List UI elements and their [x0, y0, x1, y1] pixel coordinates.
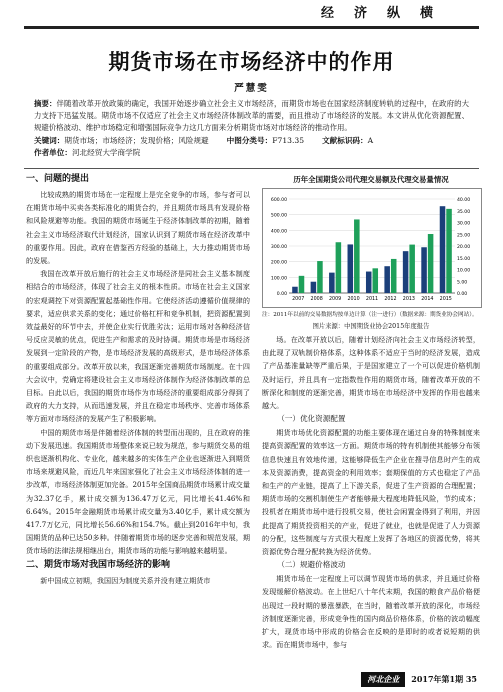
bar-trade-volume	[336, 242, 342, 293]
x-tick-label: 2012	[384, 297, 397, 302]
right-axis-tick-label: 30.00	[457, 221, 471, 227]
meta-separator	[24, 168, 479, 169]
clc-label: 中图分类号：	[226, 135, 273, 145]
section-heading-1: 一、问题的提出	[26, 174, 90, 184]
paragraph: 期货市场在一定程度上可以调节现货市场的供求，并且通过价格发现缓解价格波动。在上世纪八十年代末期，我国的粮食产品价格便出现过一段时期的暴涨暴跌，在当时，随着改革开放的深化，市场经济制度逐渐完善，形成竞争性的国内商品价格体系，价格的波动幅度扩大，现货市场中形成的价格会在反映的是即时的或者说短期的供求。而在期货市场中，参与	[262, 574, 480, 650]
chart-heading: 历年全国期货公司代理交易额及代理交易量情况	[293, 175, 449, 184]
x-tick-label: 2007	[292, 297, 305, 302]
bar-trade-volume	[391, 259, 397, 293]
bar-trade-volume	[446, 209, 452, 293]
bar-trade-volume	[299, 276, 305, 293]
left-axis-tick-label: 300.00	[270, 245, 287, 250]
x-tick-label: 2009	[329, 297, 342, 302]
left-axis-tick-label: 0.00	[276, 292, 287, 297]
x-tick-label: 2013	[402, 297, 415, 302]
left-axis-tick-label: 200.00	[270, 260, 287, 266]
x-tick-label: 2015	[439, 297, 452, 302]
author-unit-text: 河北经贸大学商学院	[71, 147, 141, 157]
issue-page: 2017年第1期 35	[411, 674, 477, 684]
keywords	[34, 135, 209, 147]
abstract-label: 摘要：	[34, 99, 57, 108]
bar-trade-volume	[428, 234, 434, 293]
paragraph: 新中国成立初期，我国因为制度关系并没有建立期货市	[40, 575, 211, 585]
keywords-row	[34, 135, 469, 147]
left-axis-tick-label: 100.00	[270, 276, 287, 282]
doc-code-label: 文献标识码：	[322, 135, 368, 145]
running-header	[0, 0, 503, 26]
abstract-text: 伴随着改革开放政策的确定，我国开始逐步确立社会主义市场经济，而期货市场也在国家经济制度转轨的过程中，在政府的大力支持下迅猛发展。期货市场不仅适应了社会主义市场经济体制改革的需要，而且推动了市场经济的发展。本文讲从优化资源配置、规避价格波动、维护市场稳定和增强国际竞争力这几方面来分析期货市场对市场经济的推动作用。	[34, 99, 469, 133]
right-column	[262, 172, 480, 651]
x-tick-label: 2014	[421, 297, 434, 302]
right-axis-tick-label: 35.00	[457, 209, 471, 215]
bar-trade-value	[348, 244, 354, 293]
doc-code-value: A	[367, 135, 374, 145]
section-name: 经济纵横	[320, 6, 453, 21]
paragraph: 我国在改革开放后施行的社会主义市场经济是同社会主义基本制度相结合的市场经济，体现了社会主义的根本性质。市场在社会主义国家的宏观调控下对资源配置起基础性作用。它使经济活动遵循价值规律的要求，适应供求关系的变化；通过价格杠杆和竞争机制，把资源配置到效益最好的环节中去，并使企业实行优胜劣汰；运用市场对各种经济信号反应灵敏的优点，促进生产和需求的及时协调。期货市场是市场经济发展到一定阶段的产物，是市场经济发展的高级形式，是市场经济体系的重要组成部分。改革开放以来，我国逐渐完善期货市场制度。在十四大会议中，党确定将建设社会主义市场经济体制作为经济体制改革的总目标。自此以后，我国的期货市场作为市场经济的重要组成部分得到了政府的大力支持，从而迅速发展，并且在稳定市场秩序、完善市场体系等方面对市场经济的发展产生了积极影响。	[26, 269, 250, 424]
chart-frame	[262, 188, 482, 308]
paragraph: 比较成熟的期货市场在一定程度上是完全竞争的市场，参与者可以在期货市场中买卖各类标准化的期货合约，并且期货市场具有发现价格和风险规避等功能。我国的期货市场诞生于经济体制改革的初期，随着社会主义市场经济取代计划经济，国家认识到了期货市场在经济改革中的重要作用。因此，政府在借鉴西方经验的基础上，大力推动期货市场的发展。	[26, 190, 250, 266]
article-title: 期货市场在市场经济中的作用	[108, 49, 395, 74]
right-axis-tick-label: 20.00	[457, 245, 471, 250]
left-column	[26, 172, 250, 587]
header-rule	[24, 26, 479, 29]
paragraph: 场。在改革开放以后，随着计划经济向社会主义市场经济转型，由此现了双轨制价格体系，这种体系不适应于当时的经济发展，造成了产品基准量缺等严重后果，于是国家建立了一个可以促进价格机制及时运行，并且具有一定指数性作用的期货市场，随着改革开放的不断深化和制度的逐渐完善，期货市场在市场经济中发挥的作用也越来越大。	[262, 335, 480, 411]
doc-code	[322, 135, 373, 147]
chart-source: 图片来源：中国期货业协会2015年度报告	[312, 323, 430, 330]
right-axis-tick-label: 0.00	[457, 292, 468, 297]
bar-trade-volume	[317, 261, 323, 293]
bar-trade-value	[403, 251, 409, 293]
bar-trade-value	[384, 266, 390, 293]
right-axis-tick-label: 15.00	[457, 256, 471, 262]
bar-chart	[263, 189, 481, 307]
keywords-label: 关键词：	[34, 135, 65, 145]
page-footer	[361, 672, 477, 687]
abstract	[34, 98, 469, 135]
bar-trade-value	[366, 272, 372, 293]
left-axis-tick-label: 500.00	[270, 213, 287, 219]
x-tick-label: 2010	[347, 297, 360, 302]
section-heading-2: 二、期货市场对我国市场经济的影响	[26, 559, 171, 570]
right-axis-tick-label: 40.00	[457, 198, 471, 203]
subheading-2: （二）规避价格波动	[277, 560, 346, 570]
journal-logo: 河北企业	[361, 672, 405, 687]
right-axis-tick-label: 10.00	[457, 268, 471, 274]
keywords-text: 期货市场；市场经济；发现价格；风险规避	[64, 135, 209, 145]
article-meta	[34, 98, 469, 159]
bar-trade-volume	[409, 245, 415, 293]
bar-trade-volume	[354, 219, 360, 293]
subheading-1: （一）优化资源配置	[277, 414, 346, 424]
clc	[227, 135, 304, 147]
author-unit-label: 作者单位：	[34, 147, 72, 157]
right-axis-tick-label: 25.00	[457, 233, 471, 239]
author-unit-row	[34, 147, 469, 159]
right-axis-tick-label: 5.00	[457, 280, 468, 286]
clc-value: F713.35	[272, 135, 305, 145]
bar-trade-value	[329, 273, 335, 293]
bar-trade-value	[292, 287, 298, 293]
bar-trade-value	[311, 282, 317, 293]
author-unit	[34, 147, 140, 159]
x-tick-label: 2011	[365, 297, 379, 302]
bar-trade-volume	[373, 268, 379, 293]
article-author: 严慧雯	[234, 83, 269, 94]
bar-trade-value	[421, 247, 427, 293]
bar-trade-value	[440, 206, 446, 293]
left-axis-tick-label: 400.00	[270, 229, 287, 235]
paragraph: 中国的期货市场是伴随着经济体制的转型而出现的，且在政府的推动下发展迅速。我国期货市场整体来说已较为规范，参与期货交易的组织也逐渐机构化、专业化，越来越多的实体生产企业也逐渐进入到期货市场来规避风险，而近几年来国家强化了社会主义市场经济体制的进一步改革，市场经济体制更加完备。2015年全国商品期货市场累计成交量为32.37亿手，累计成交额为136.47万亿元，同比增长41.46%和6.64%。2015年金融期货市场累计成交量为3.40亿手，累计成交额为417.7万亿元，同比增长56.66%和154.7%。截止到2016年中旬，我国期货的品种已达50多种。伴随着期货市场的逐步完善和规范发展，期货市场的法律法规相继出台，期货市场的功能与影响越来越明显。	[26, 427, 250, 556]
x-tick-label: 2008	[310, 297, 323, 302]
paragraph: 期货市场优化资源配置的功能主要体现在通过自身的特殊制度来提高资源配置的效率这一方面。期货市场的特有机制使其能够分布领信息快速且有效地传递，这能够降低生产企业在搜寻信息时产生的成本及资源消费，提高资金的利用效率；套期保值的方式也稳定了产品和生产的产业链，提高了上下游关系，促进了生产资源的合理配置；期货市场的交割机制使生产者能够最大程度地降低风险，节约成本；投机者在期货市场中进行投机交易，使社会闲置金得到了利用，并因此提高了期货投资相关的产业，促进了就业，也就是促进了人力资源的分配，这些制度与方式很大程度上发挥了各地区的资源优势，将其资源优势合理分配转换为经济优势。	[262, 428, 480, 557]
left-axis-tick-label: 600.00	[270, 198, 287, 203]
chart-note: 注：2011年以前的交易数据均按单边计算（注一进行）（数据来源：期货业协会网站）。	[262, 312, 478, 318]
